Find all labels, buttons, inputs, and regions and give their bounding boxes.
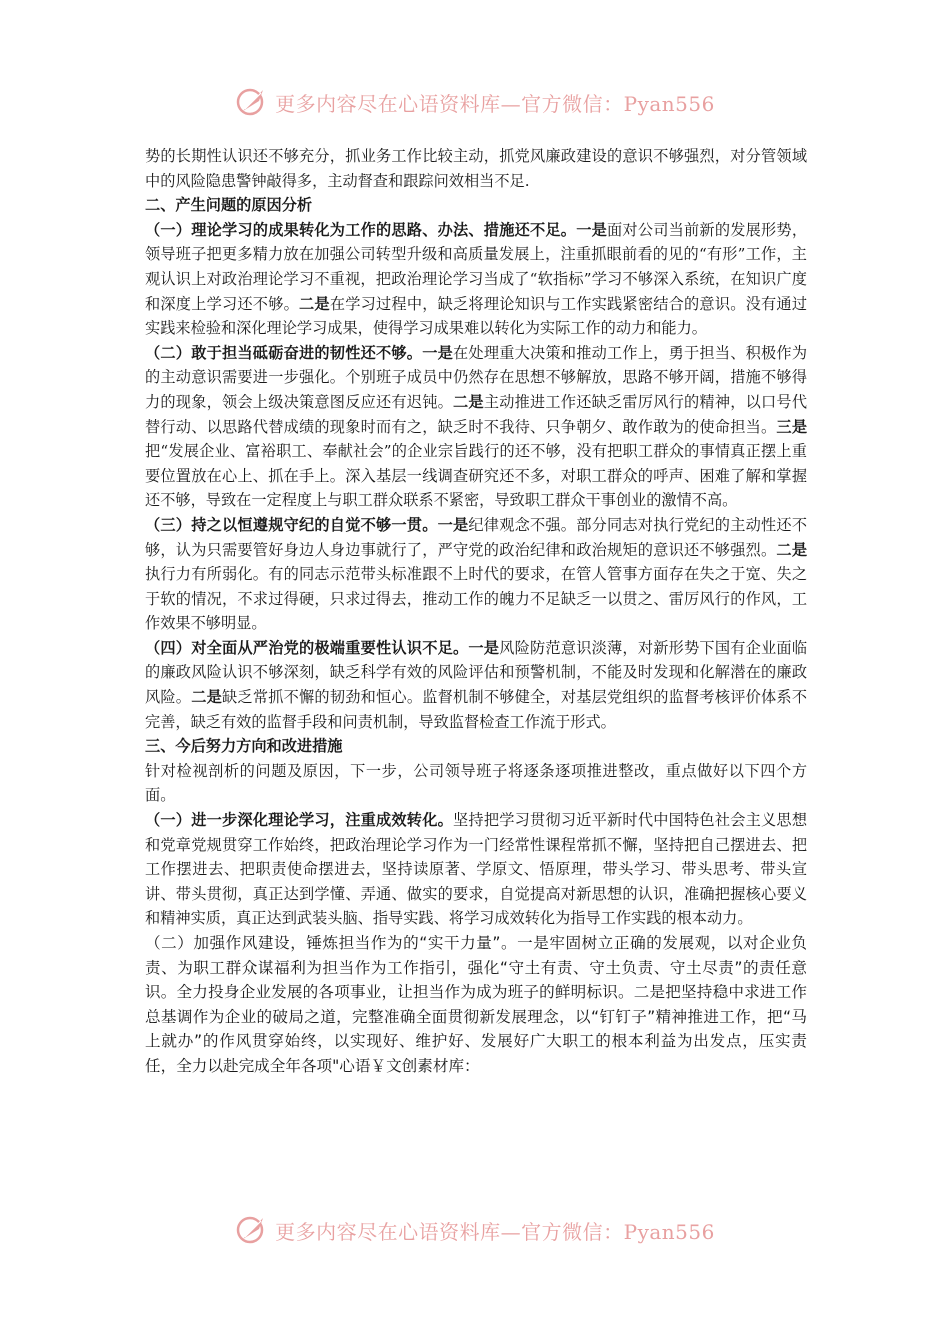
bold-run: 二是	[453, 392, 484, 411]
paragraph	[145, 636, 807, 734]
text-run: 风险防范意识淡薄，对新形势下国有企业面临的廉政风险认识不够深刻，缺乏科学有效的风险评估和预警机制，不能及时发现和化解潜在的廉政风险。	[145, 638, 808, 707]
text-run: 把“发展企业、富裕职工、奉献社会”的企业宗旨践行的还不够，没有把职工群众的事情真正摆上重要位置放在心上、抓在手上。深入基层一线调查研究还不多，对职工群众的呼声、困难了解和掌握还不够，导致在一定程度上与职工群众联系不紧密，导致职工群众干事创业的激情不高。	[145, 442, 807, 510]
watermark-banner-bottom	[0, 1210, 950, 1250]
paragraph	[145, 218, 807, 341]
quill-logo-icon	[235, 85, 269, 119]
section-heading	[145, 193, 807, 218]
text-run: （二）加强作风建设，锤炼担当作为的“实干力量”。一是牢固树立正确的发展观，以对企业负责、为职工群众谋福利为担当作为工作指引，强化“守土有责、守土负责、守土尽责”的责任意识。全力投身企业发展的各项事业，让担当作为成为班子的鲜明标识。二是把坚持稳中求进工作总基调作为企业的破局之道，完整准确全面贯彻新发展理念，以“钉钉子”精神推进工作，把“马上就办”的作风贯穿始终，以实现好、维护好、发展好广大职工的根本利益为出发点，压实责任，全力以赴完成全年各项"心语￥文创素材库：	[145, 934, 807, 1075]
paragraph	[145, 513, 807, 636]
bold-run: （一）进一步深化理论学习，注重成效转化。	[145, 811, 454, 830]
bold-run: 三是	[776, 417, 808, 436]
text-run: 主动推进工作还缺乏雷厉风行的精神，以口号代替行动、以思路代替成绩的现象时而有之，缺乏时不我待、只争朝夕、敢作敢为的使命担当。	[145, 392, 808, 436]
bold-run: （二）敢于担当砥砺奋进的韧性还不够。一是	[145, 343, 454, 362]
text-run: 势的长期性认识还不够充分，抓业务工作比较主动，抓党风廉政建设的意识不够强烈，对分管领域中的风险隐患警钟敲得多，主动督查和跟踪问效相当不足.	[145, 147, 807, 190]
text-run: 针对检视剖析的问题及原因，下一步，公司领导班子将逐条逐项推进整改，重点做好以下四个方面。	[145, 761, 807, 805]
paragraph	[145, 144, 807, 193]
bold-run: （四）对全面从严治党的极端重要性认识不足。一是	[145, 638, 500, 657]
text-run: 纪律观念不强。部分同志对执行党纪的主动性还不够，认为只需要管好身边人身边事就行了，严守党的政治纪律和政治规矩的意识还不够强烈。	[145, 515, 808, 559]
bold-run: （一）理论学习的成果转化为工作的思路、办法、措施还不足。一是	[145, 220, 608, 239]
watermark-text-top: 更多内容尽在心语资料库—官方微信：Pyan556	[275, 91, 715, 116]
paragraph	[145, 931, 807, 1079]
paragraph	[145, 341, 807, 513]
text-run: 在学习过程中，缺乏将理论知识与工作实践紧密结合的意识。没有通过实践来检验和深化理论学习成果，使得学习成果难以转化为实际工作的动力和能力。	[145, 294, 808, 338]
quill-logo-icon	[235, 1213, 269, 1247]
bold-run: 二是	[299, 294, 330, 313]
watermark-banner-top	[0, 82, 950, 122]
bold-run: 三、今后努力方向和改进措施	[145, 737, 343, 756]
text-run: 面对公司当前新的发展形势，领导班子把更多精力放在加强公司转型升级和高质量发展上，注重抓眼前看的见的“有形”工作，主观认识上对政治理论学习不重视，把政治理论学习当成了“软指标”学习不够深入系统，在知识广度和深度上学习还不够。	[145, 220, 808, 313]
paragraph	[145, 808, 807, 931]
text-run: 执行力有所弱化。有的同志示范带头标准跟不上时代的要求，在管人管事方面存在失之于宽、失之于软的情况，不求过得硬，只求过得去，推动工作的魄力不足缺乏一以贯之、雷厉风行的作风，工作效果不够明显。	[145, 565, 807, 633]
bold-run: 二是	[776, 540, 808, 559]
text-run: 坚持把学习贯彻习近平新时代中国特色社会主义思想和党章党规贯穿工作始终，把政治理论学习作为一门经常性课程常抓不懈，坚持把自己摆进去、把工作摆进去、把职责使命摆进去，坚持读原著、学原文、悟原理，带头学习、带头思考、带头宣讲、带头贯彻，真正达到学懂、弄通、做实的要求，自觉提高对新思想的认识，准确把握核心要义和精神实质，真正达到武装头脑、指导实践、将学习成效转化为指导工作实践的根本动力。	[145, 811, 808, 928]
text-run: 在处理重大决策和推动工作上，勇于担当、积极作为的主动意识需要进一步强化。个别班子成员中仍然存在思想不够解放，思路不够开阔，措施不够得力的现象，领会上级决策意图反应还有迟钝。	[145, 343, 808, 411]
paragraph	[145, 759, 807, 808]
bold-run: 二、产生问题的原因分析	[145, 196, 313, 215]
bold-run: （三）持之以恒遵规守纪的自觉不够一贯。一是	[145, 515, 469, 534]
document-body	[145, 144, 807, 1079]
section-heading	[145, 734, 807, 759]
bold-run: 二是	[191, 688, 223, 707]
watermark-text-bottom: 更多内容尽在心语资料库—官方微信：Pyan556	[275, 1219, 715, 1244]
text-run: 缺乏常抓不懈的韧劲和恒心。监督机制不够健全，对基层党组织的监督考核评价体系不完善，缺乏有效的监督手段和问责机制，导致监督检查工作流于形式。	[145, 688, 808, 731]
